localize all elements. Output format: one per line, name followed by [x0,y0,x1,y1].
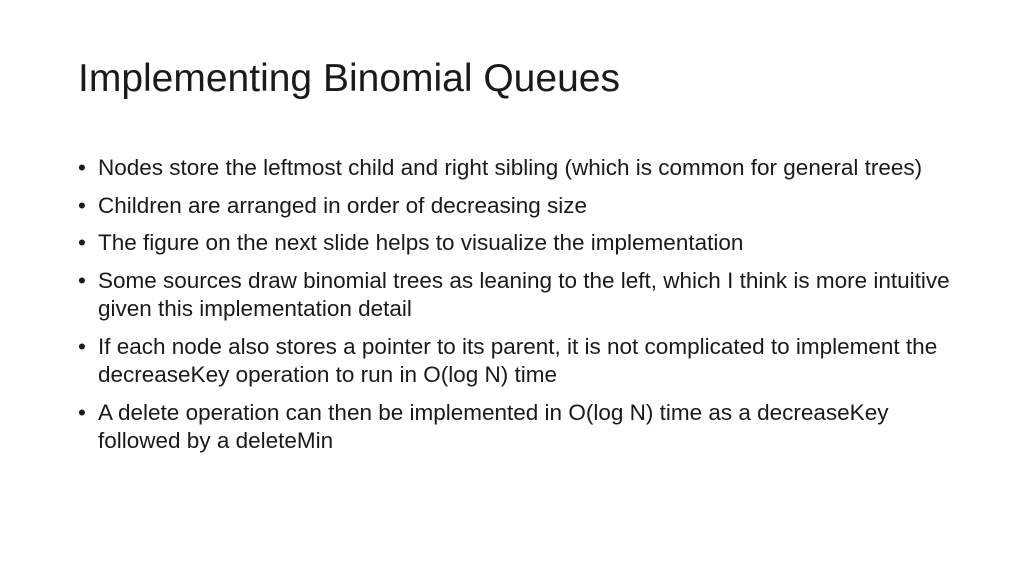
bullet-dot-icon: • [78,155,86,180]
bullet-list [78,154,958,465]
bullet-item [78,267,958,324]
bullet-dot-icon: • [78,333,86,359]
bullet-item [78,192,958,221]
bullet-text: Some sources draw binomial trees as leaning to the left, which I think is more intuitive given this implementation detail [98,267,950,321]
bullet-text: Children are arranged in order of decreasing size [98,192,588,218]
bullet-item [78,333,958,390]
bullet-text: The figure on the next slide helps to visualize the implementation [98,230,744,255]
bullet-dot-icon: • [78,399,86,425]
slide-title: Implementing Binomial Queues [78,57,620,100]
bullet-text: Nodes store the leftmost child and right sibling (which is common for general trees) [98,155,923,180]
bullet-item [78,154,958,183]
bullet-item [78,229,958,258]
bullet-text: A delete operation can then be implemented in O(log N) time as a decreaseKey followed by a deleteMin [98,399,889,453]
bullet-text: If each node also stores a pointer to its parent, it is not complicated to implement the decreaseKey operation to run in O(log N) time [98,333,938,387]
bullet-item [78,399,958,456]
bullet-dot-icon: • [78,192,86,218]
bullet-dot-icon: • [78,267,86,293]
bullet-dot-icon: • [78,230,86,255]
